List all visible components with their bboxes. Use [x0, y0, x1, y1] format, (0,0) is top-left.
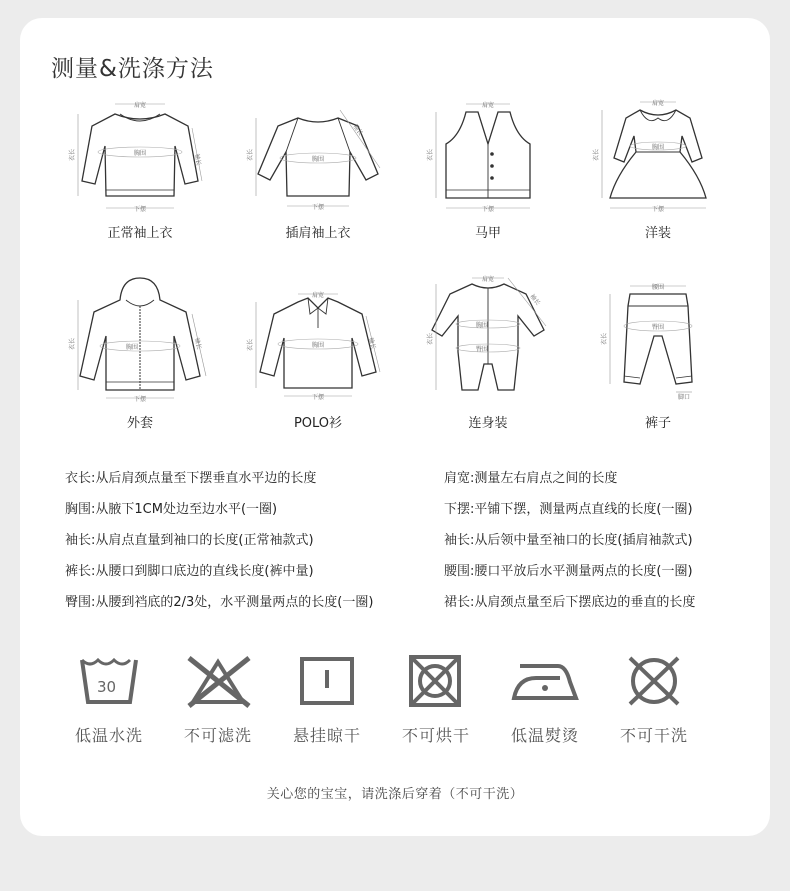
svg-text:袖长: 袖长	[193, 153, 203, 167]
measure-desc: 腰围:腰口平放后水平测量两点的长度(一圈)	[444, 564, 693, 579]
svg-text:袖长: 袖长	[351, 123, 364, 137]
footer-note: 关心您的宝宝，请洗涤后穿着（不可干洗）	[266, 787, 524, 802]
svg-text:肩宽: 肩宽	[134, 102, 147, 109]
svg-text:臀围: 臀围	[652, 324, 665, 331]
svg-text:臀围: 臀围	[476, 346, 489, 353]
hang-dry-icon	[282, 652, 372, 710]
svg-text:衣长: 衣长	[247, 338, 254, 351]
garment-label: 外套	[126, 416, 153, 431]
measure-desc: 衣长:从后肩颈点量至下摆垂直水平边的长度	[65, 471, 317, 486]
vest-icon	[418, 96, 558, 216]
svg-text:胸围: 胸围	[134, 150, 147, 157]
care-label: 不可干洗	[619, 726, 688, 745]
svg-text:袖长: 袖长	[528, 292, 542, 307]
care-hang-dry	[282, 652, 372, 714]
svg-text:胸围: 胸围	[126, 344, 139, 351]
svg-text:肩宽: 肩宽	[482, 102, 495, 109]
care-low-iron	[500, 652, 590, 714]
measure-desc: 袖长:从后领中量至袖口的长度(插肩袖款式)	[444, 533, 693, 548]
garment-romper	[418, 272, 558, 422]
svg-text:衣长: 衣长	[69, 148, 76, 161]
garment-label: POLO衫	[293, 416, 343, 431]
care-label: 悬挂晾干	[292, 726, 361, 745]
raglan-shirt-icon	[248, 96, 388, 216]
svg-text:袖长: 袖长	[367, 336, 377, 351]
svg-text:衣长: 衣长	[427, 148, 434, 161]
measure-desc: 胸围:从腋下1CM处边至边水平(一圈)	[65, 502, 278, 517]
svg-text:脚口: 脚口	[678, 394, 691, 401]
svg-text:肩宽: 肩宽	[312, 292, 325, 299]
svg-text:腰围: 腰围	[652, 284, 665, 291]
page-title: 测量&洗涤方法	[51, 56, 214, 82]
care-label: 不可滤洗	[183, 726, 252, 745]
hoodie-jacket-icon	[70, 272, 210, 402]
polo-shirt-icon	[248, 272, 388, 402]
dress-icon	[588, 96, 728, 216]
garment-label: 正常袖上衣	[107, 226, 173, 241]
no-tumble-dry-icon	[391, 652, 481, 710]
svg-text:下摆: 下摆	[312, 204, 325, 211]
garment-pants	[588, 272, 728, 422]
wash-30-icon	[64, 652, 154, 710]
measure-desc: 肩宽:测量左右肩点之间的长度	[444, 471, 618, 486]
care-label: 低温水洗	[74, 726, 143, 745]
svg-text:胸围: 胸围	[312, 342, 325, 349]
no-bleach-icon	[173, 652, 263, 710]
svg-text:下摆: 下摆	[652, 206, 665, 213]
romper-icon	[418, 272, 558, 402]
care-no-tumble-dry	[391, 652, 481, 714]
measure-desc: 臀围:从腰到裆底的2/3处，水平测量两点的长度(一圈)	[65, 595, 374, 610]
garment-label: 连身装	[468, 416, 508, 431]
garment-polo	[248, 272, 388, 422]
pants-icon	[588, 272, 728, 402]
care-wash-30	[64, 652, 154, 714]
svg-text:下摆: 下摆	[312, 394, 325, 401]
low-iron-icon	[500, 652, 590, 710]
svg-text:胸围: 胸围	[476, 322, 489, 329]
svg-text:下摆: 下摆	[134, 206, 147, 213]
garment-label: 马甲	[474, 226, 501, 241]
svg-text:衣长: 衣长	[593, 148, 600, 161]
care-label: 不可烘干	[401, 726, 470, 745]
svg-text:袖长: 袖长	[193, 336, 203, 351]
svg-text:胸围: 胸围	[652, 144, 665, 151]
svg-text:30: 30	[97, 678, 117, 696]
measure-desc: 袖长:从肩点直量到袖口的长度(正常袖款式)	[65, 533, 314, 548]
sweatshirt-icon	[70, 96, 210, 216]
garment-label: 裤子	[644, 416, 671, 431]
svg-text:胸围: 胸围	[312, 156, 325, 163]
svg-text:下摆: 下摆	[134, 396, 147, 403]
svg-text:肩宽: 肩宽	[652, 100, 665, 107]
no-dry-clean-icon	[609, 652, 699, 710]
svg-text:衣长: 衣长	[427, 332, 434, 345]
measure-desc: 裙长:从肩颈点量至后下摆底边的垂直的长度	[444, 595, 696, 610]
care-label: 低温熨烫	[510, 726, 579, 745]
svg-text:衣长: 衣长	[601, 332, 608, 345]
garment-hoodie	[70, 272, 210, 422]
measure-desc: 裤长:从腰口到脚口底边的直线长度(裤中量)	[65, 564, 314, 579]
garment-label: 洋装	[644, 226, 671, 241]
garment-label: 插肩袖上衣	[285, 226, 351, 241]
measure-desc: 下摆:平铺下摆，测量两点直线的长度(一圈)	[444, 502, 693, 517]
svg-text:衣长: 衣长	[247, 148, 254, 161]
svg-text:衣长: 衣长	[69, 337, 76, 350]
care-no-bleach	[173, 652, 263, 714]
svg-text:肩宽: 肩宽	[482, 276, 495, 283]
svg-text:下摆: 下摆	[482, 206, 495, 213]
care-no-dry-clean	[609, 652, 699, 714]
